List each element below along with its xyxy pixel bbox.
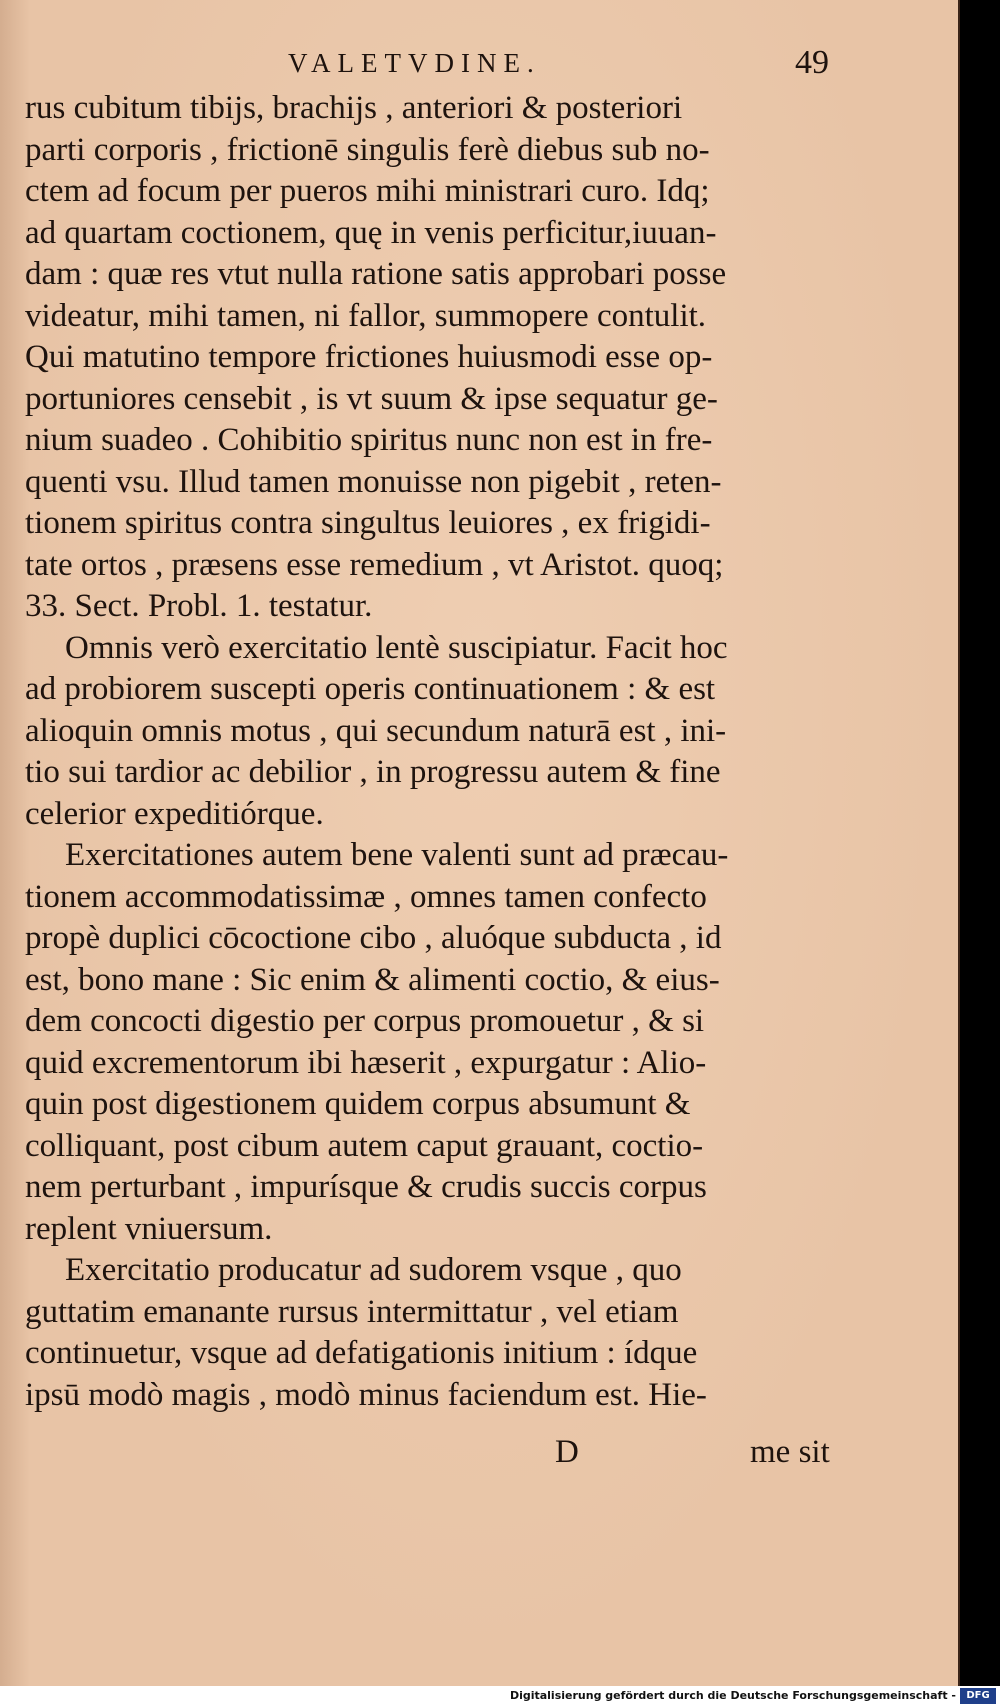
dfg-logo-icon: DFG — [960, 1688, 996, 1704]
text-line: Exercitationes autem bene valenti sunt ad præcau- — [65, 837, 729, 873]
page-number: 49 — [795, 44, 829, 81]
body-text — [25, 88, 845, 1416]
text-line: nem perturbant , impurísque & crudis succis corpus — [25, 1169, 707, 1205]
text-line: est, bono mane : Sic enim & alimenti coctio, & eius- — [25, 961, 720, 998]
text-line: replent vniuersum. — [25, 1210, 273, 1247]
text-line: Exercitatio producatur ad sudorem vsque , quo — [65, 1252, 682, 1288]
credit-bar — [0, 1686, 1000, 1708]
text-line: dem concocti digestio per corpus promouetur , & si — [25, 1003, 705, 1039]
text-line: tio sui tardior ac debilior , in progressu autem & fine — [25, 754, 721, 790]
text-line: Qui matutino tempore frictiones huiusmodi esse op- — [25, 339, 713, 375]
text-line: videatur, mihi tamen, ni fallor, summopere contulit. — [25, 297, 707, 334]
text-line: alioquin omnis motus , qui secundum naturā est , ini- — [25, 712, 727, 749]
text-line: tionem accommodatissimæ , omnes tamen confecto — [25, 878, 707, 915]
text-line: guttatim emanante rursus intermittatur , vel etiam — [25, 1293, 679, 1330]
text-line: quenti vsu. Illud tamen monuisse non pigebit , reten- — [25, 463, 722, 500]
text-line: portuniores censebit , is vt suum & ipse sequatur ge- — [25, 380, 718, 417]
text-line: continuetur, vsque ad defatigationis initium : ídque — [25, 1335, 698, 1371]
text-line: Omnis verò exercitatio lentè suscipiatur. Facit hoc — [65, 629, 728, 666]
text-line: tionem spiritus contra singultus leuiores , ex frigidi- — [25, 505, 711, 541]
text-line: propè duplici cōcoctione cibo , aluóque subducta , id — [25, 920, 722, 956]
text-line: ctem ad focum per pueros mihi ministrari curo. Idq; — [25, 173, 710, 209]
text-line: ad quartam coctionem, quę in venis perficitur,iuuan- — [25, 214, 717, 251]
text-line: nium suadeo . Cohibitio spiritus nunc non est in fre- — [25, 422, 713, 458]
funding-credit: Digitalisierung gefördert durch die Deutsche Forschungsgemeinschaft - — [509, 1689, 956, 1702]
text-line: dam : quæ res vtut nulla ratione satis approbari posse — [25, 256, 727, 292]
running-head: VALETVDINE. — [288, 48, 541, 78]
text-line: quin post digestionem quidem corpus absumunt & — [25, 1086, 691, 1122]
text-line: 33. Sect. Probl. 1. testatur. — [25, 588, 373, 624]
text-line: celerior expeditiórque. — [25, 795, 324, 832]
text-line: quid excrementorum ibi hæserit , expurgatur : Alio- — [25, 1044, 707, 1081]
text-line: tate ortos , præsens esse remedium , vt Aristot. quoq; — [25, 546, 724, 583]
signature-mark: D — [555, 1434, 579, 1470]
text-line: ad probiorem suscepti operis continuationem : & est — [25, 671, 716, 707]
text-line: colliquant, post cibum autem caput grauant, coctio- — [25, 1127, 704, 1164]
page-foot — [25, 1434, 845, 1474]
catchword: me sit — [750, 1434, 830, 1470]
text-line: ipsū modò magis , modò minus faciendum est. Hie- — [25, 1376, 707, 1413]
text-line: rus cubitum tibijs, brachijs , anteriori & posteriori — [25, 90, 683, 126]
text-line: parti corporis , frictionē singulis ferè diebus sub no- — [25, 131, 710, 168]
